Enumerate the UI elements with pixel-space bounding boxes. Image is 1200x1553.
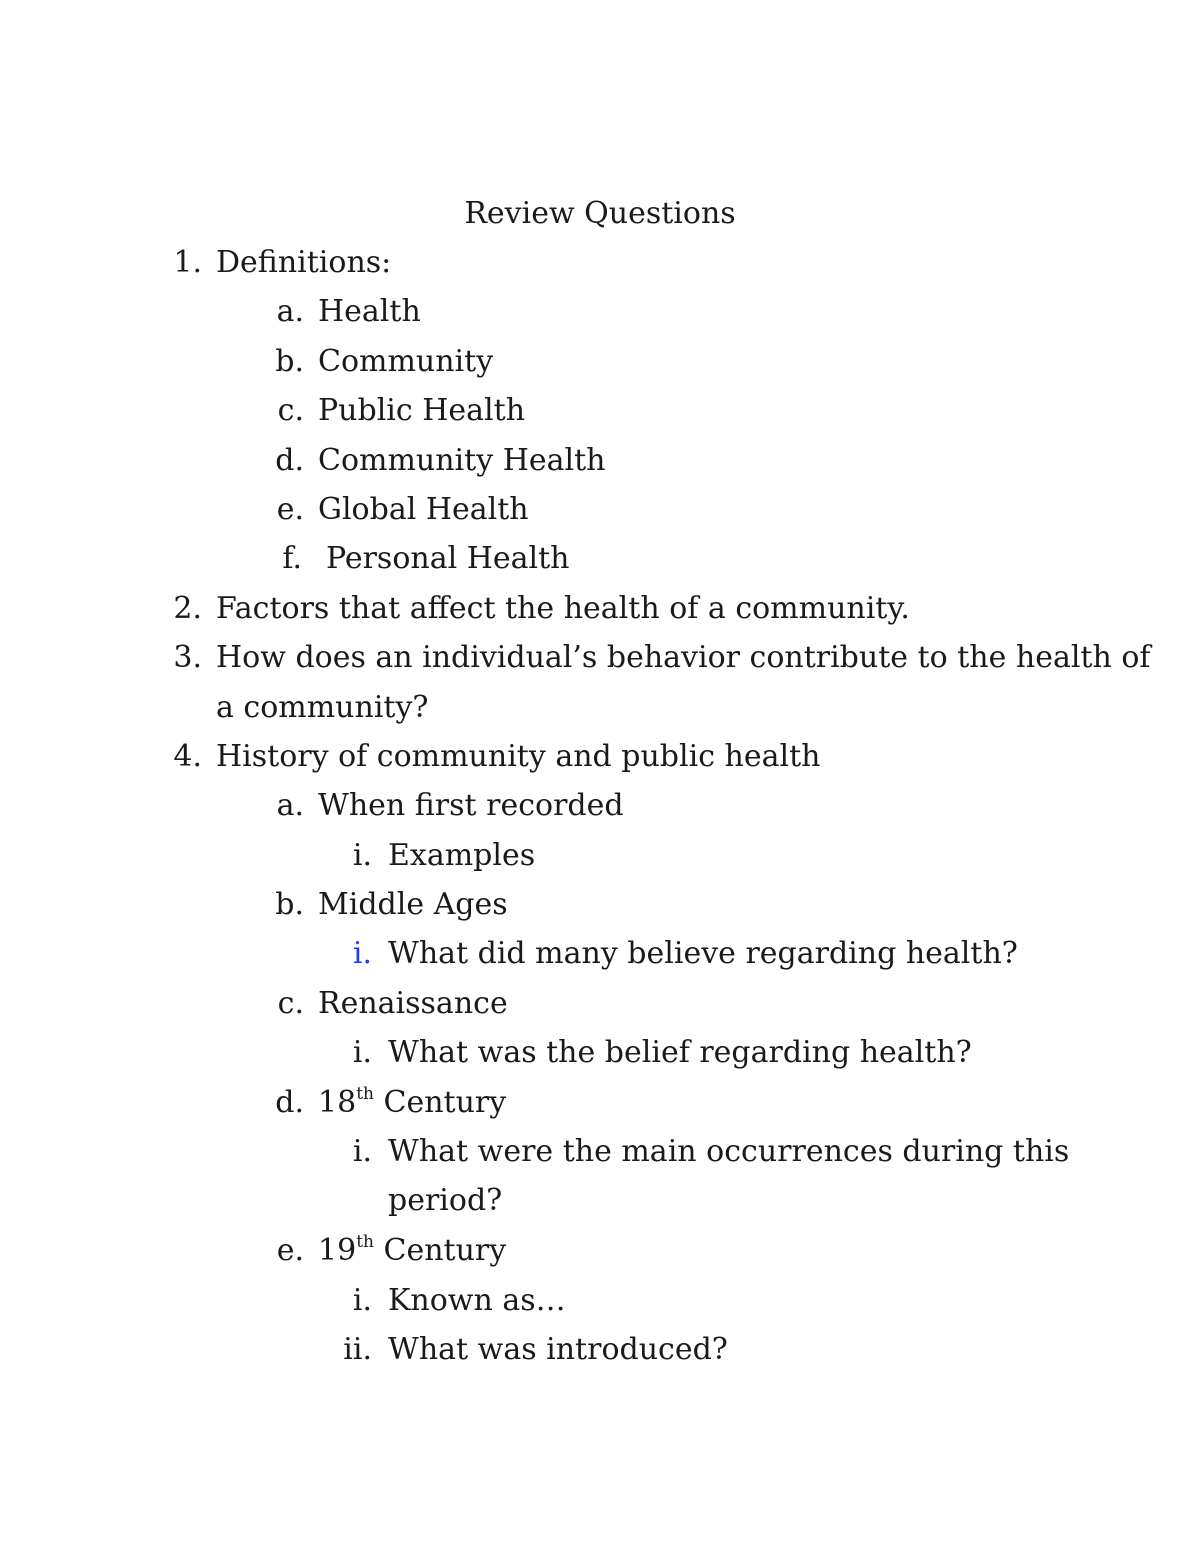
list-item-text: Personal Health [326,541,570,576]
list-marker: ii. [343,1332,372,1367]
list-marker: a. [276,294,304,329]
sub-list-item [352,1279,566,1323]
list-item-text: What was introduced? [388,1332,728,1367]
question-text: How does an individual’s behavior contribute to the health of [216,640,1151,675]
list-item [275,439,606,483]
list-marker: e. [276,492,304,527]
list-item [275,1081,507,1125]
list-marker: b. [275,344,304,379]
list-marker: i. [352,936,372,971]
list-item [276,488,529,532]
ordinal-suffix: th [356,1232,374,1252]
list-item-text: What did many believe regarding health? [388,936,1018,971]
list-marker: d. [275,1085,304,1120]
question-4 [173,735,821,779]
question-text: a community? [216,690,429,725]
list-marker: c. [277,986,304,1021]
question-text: Factors that affect the health of a community. [216,591,910,626]
question-1 [173,241,392,285]
list-item-text: What were the main occurrences during this [388,1134,1070,1169]
sub-list-item [352,834,536,878]
page-title: Review Questions [464,196,736,231]
question-2 [173,587,910,631]
list-marker: c. [277,393,304,428]
list-item [282,537,570,581]
list-item [275,340,494,384]
sub-list-item [352,1031,972,1075]
list-item-text [318,1085,506,1120]
century-word: Century [383,1233,507,1268]
list-item-text: Middle Ages [318,887,508,922]
sub-list-item [352,932,1018,976]
question-3 [173,636,1151,680]
ordinal-suffix: th [356,1084,374,1104]
sub-list-item-continued [388,1179,502,1223]
list-marker: i. [352,838,372,873]
list-number: 2. [173,591,202,626]
list-item [276,290,421,334]
century-word: Century [383,1085,507,1120]
list-item-text: Health [318,294,421,329]
list-marker: a. [276,788,304,823]
list-item-text: Public Health [318,393,526,428]
list-number: 1. [173,245,202,280]
list-item-text [318,1233,506,1268]
list-item [276,1229,507,1273]
list-item [277,389,526,433]
list-marker: e. [276,1233,304,1268]
sub-list-item [343,1328,728,1372]
list-marker: i. [352,1283,372,1318]
century-number: 19 [318,1233,357,1268]
sub-list-item [352,1130,1070,1174]
century-number: 18 [318,1085,357,1120]
list-item [276,784,624,828]
list-marker: i. [352,1134,372,1169]
list-marker: i. [352,1035,372,1070]
list-item [277,982,508,1026]
list-marker: d. [275,443,304,478]
list-item-text: When first recorded [318,788,624,823]
question-3-continued [216,686,429,730]
list-item-text: Community [318,344,494,379]
list-item-text: period? [388,1183,503,1218]
list-marker: b. [275,887,304,922]
question-text: History of community and public health [216,739,821,774]
list-item-text: What was the belief regarding health? [388,1035,972,1070]
list-item-text: Known as… [388,1283,566,1318]
list-number: 3. [173,640,202,675]
list-item [275,883,508,927]
list-marker: f. [282,541,302,576]
list-item-text: Global Health [318,492,529,527]
list-item-text: Renaissance [318,986,508,1021]
question-text: Definitions: [216,245,392,280]
list-number: 4. [173,739,202,774]
list-item-text: Community Health [318,443,606,478]
list-item-text: Examples [388,838,536,873]
